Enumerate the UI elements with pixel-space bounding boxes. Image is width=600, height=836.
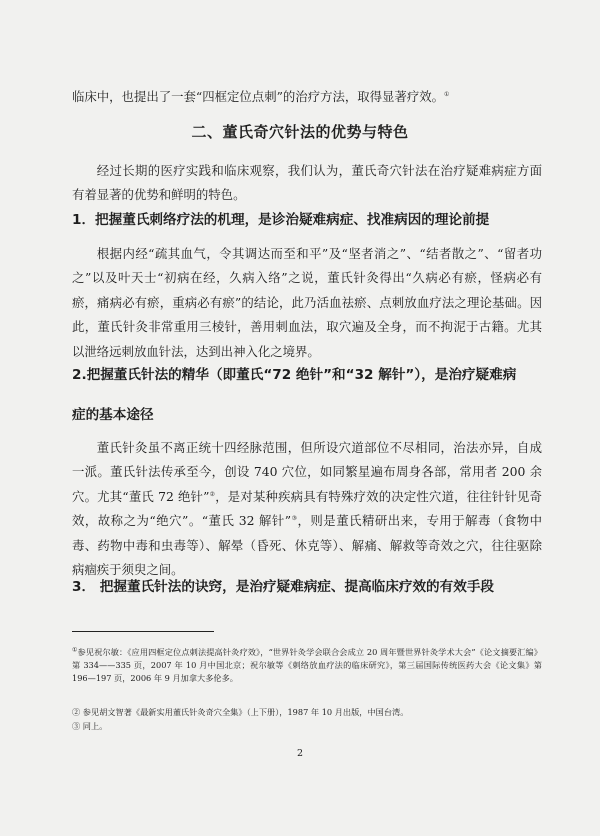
footnote-divider	[72, 631, 214, 632]
continued-paragraph-line: 临床中，也提出了一套“四框定位点刺”的治疗方法，取得显著疗效。①	[72, 89, 450, 104]
subheading-1: 1．把握董氏刺络疗法的机理，是诊治疑难病症、找准病因的理论前提	[72, 212, 490, 228]
footnote-ref-3: ③	[291, 515, 298, 523]
footnote-ref-2: ②	[209, 490, 216, 498]
subheading-3: 3． 把握董氏针法的诀窍，是治疗疑难病症、提高临床疗效的有效手段	[72, 579, 495, 595]
section-title: 二、董氏奇穴针法的优势与特色	[191, 123, 409, 141]
footnote-ref-1: ①	[444, 90, 450, 98]
footnote-1: ①参见祝尔敏：《应用四框定位点刺法提高针灸疗效》，“世界针灸学会联合会成立 20 周年暨世界针灸学术大会”《论文摘要汇编》第 334——335 页，2007 年 10 月中国北京；祝尔敏等《刺络放血疗法的临床研究》，第三届国际传统医药大会《论文集》第 196—197 页，2006 年 9 月加拿大多伦多。	[72, 646, 542, 683]
subheading-2-line-2: 症的基本途径	[72, 407, 154, 423]
page-number: 2	[296, 748, 304, 759]
footnote-3: ③ 同上。	[72, 721, 108, 731]
intro-paragraph: 经过长期的医疗实践和临床观察，我们认为，董氏奇穴针法在治疗疑难病症方面有着显著的优势和鲜明的特色。	[72, 163, 542, 203]
paragraph-2: 董氏针灸虽不离正统十四经脉范围，但所设穴道部位不尽相同，治法亦异，自成一派。董氏针法传承至今，创设 740 穴位，如同繁星遍布周身各部，常用者 200 余穴。尤其“董氏 72 绝针”②，是对某种疾病具有特殊疗效的决定性穴道，往往针针见奇效，故称之为“绝穴”。“董氏 32 解针”③，则是董氏精研出来，专用于解毒（食物中毒、药物中毒和虫毒等）、解晕（昏死、休克等）、解痛、解救等奇效之穴，往往驱除病痼疾于须臾之间。	[72, 440, 542, 578]
subheading-2-line-1: 2.把握董氏针法的精华（即董氏“72 绝针”和“32 解针”），是治疗疑难病	[72, 367, 517, 383]
paragraph-1: 根据内经“疏其血气，令其调达而至和平”及“坚者消之”、“结者散之”、“留者功之”以及叶天士“初病在经，久病入络”之说，董氏针灸得出“久病必有瘀，怪病必有瘀，痛病必有瘀，重病必有瘀”的结论，此乃活血祛瘀、点刺放血疗法之理论基础。因此，董氏针灸非常重用三棱针，善用刺血法，取穴遍及全身，而不拘泥于古籍。尤其以泄络远刺放血针法，达到出神入化之境界。	[72, 246, 542, 359]
footnote-2: ② 参见胡文智著《最新实用董氏针灸奇穴全集》（上下册），1987 年 10 月出版，中国台湾。	[72, 707, 409, 717]
